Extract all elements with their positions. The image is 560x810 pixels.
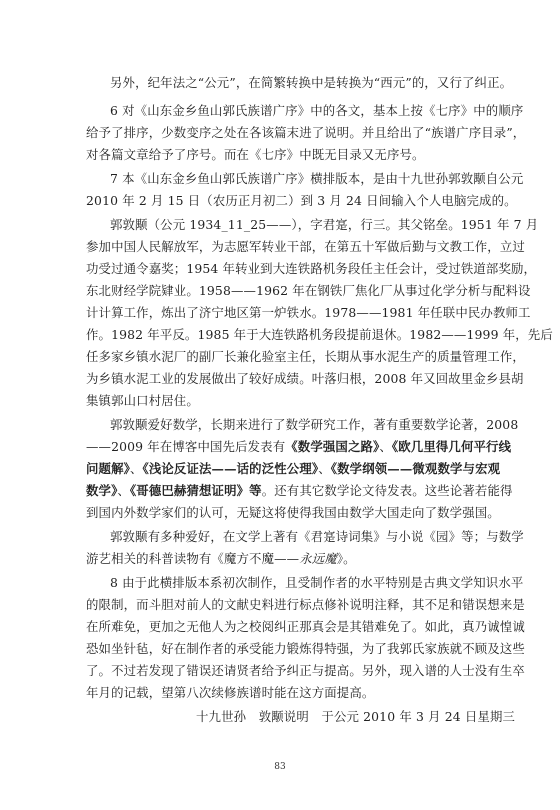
text-line: 郭敦颙（公元 1934_11_25——），字君寔，行三。其父铭垒。1951 年 7 月 [110, 217, 539, 232]
page-number: 83 [274, 762, 286, 772]
text-line: 另外，纪年法之“公元”，在简繁转换中是转换为“西元”的，又行了纠正。 [110, 75, 513, 90]
text-line: 功受过通令嘉奖；1954 年转业到大连铁路机务段任主任会计，受过铁道部奖励， [86, 261, 537, 276]
bold-title: 《浅论反证法——话的泛性公理》 [142, 461, 319, 476]
text-line: 年月的记载，望第八次续修族谱时能在这方面提高。 [86, 685, 375, 700]
text-line: ——2009 年在博客中国先后发表有《数学强国之路》、《欧几里得几何平行线 [86, 439, 512, 454]
text-line: 为乡镇水泥工业的发展做出了较好成绩。叶落归根，2008 年又回故里金乡县胡 [86, 371, 524, 386]
text-line: 8 由于此横排版本系初次制作，且受制作者的水平特别是古典文学知识水平 [110, 575, 524, 590]
bold-title: 《欧几里得几何平行线 [391, 439, 512, 454]
italic-title: 永远魔 [299, 551, 337, 566]
text-line: 7 本《山东金乡鱼山郭氏族谱广序》横排版本，是由十九世孙郭敦颙自公元 [110, 171, 524, 186]
bold-title: 《数学强国之路》 [285, 439, 380, 454]
text-line: 到国内外数学家们的认可，无疑这将使得我国由数学大国走向了数学强国。 [86, 505, 500, 520]
text-line: 任多家乡镇水泥厂的副厂长兼化验室主任，长期从事水泥生产的质量管理工作， [86, 349, 525, 364]
text-line: 数学》、《哥德巴赫猜想证明》等。还有其它数学论文待发表。这些论著若能得 [86, 483, 513, 498]
bold-title: 问题解》 [86, 461, 130, 476]
signature-line: 十九世孙 敦颙说明 于公元 2010 年 3 月 24 日星期三 [196, 709, 516, 724]
text-line: 集镇郭山口村居住。 [86, 393, 199, 408]
bold-title: 数学》 [86, 483, 118, 498]
text-line: 郭敦颙有多种爱好，在文学上著有《君寔诗词集》与小说《园》等；与数学 [110, 529, 524, 544]
text-line: 作。1982 年平反。1985 年于大连铁路机务段提前退休。1982——1999 年，先后 [86, 327, 553, 342]
text-line: 参加中国人民解放军，为志愿军转业干部，在第五十军做后勤与文教工作，立过 [86, 239, 525, 254]
text-line: 2010 年 2 月 15 日（农历正月初二）到 3 月 24 日间输入个人电脑完成的。 [86, 193, 517, 208]
text-line: 游艺相关的科普读物有《魔方不魔——永远魔》。 [86, 551, 356, 566]
text-line: 东北财经学院肄业。1958——1962 年在钢铁厂焦化厂从事过化学分析与配料设 [86, 283, 531, 298]
text-line: 对各篇文章给予了序号。而在《七序》中既无目录又无序号。 [86, 147, 425, 162]
text-line: 郭敦颙爱好数学，长期来进行了数学研究工作，著有重要数学论著，2008 [110, 417, 519, 432]
text-line: 给予了排序，少数变序之处在各该篇末进了说明。并且给出了“族谱广序目录”， [86, 125, 526, 140]
text-line: 问题解》、《浅论反证法——话的泛性公理》、《数学纲领——微观数学与宏观 [86, 461, 501, 476]
bold-title: 《数学纲领——微观数学与宏观 [330, 461, 501, 476]
text-line: 计计算工作，炼出了济宁地区第一炉铁水。1978——1981 年任联中民办教师工 [86, 305, 531, 320]
text-line: 的限制，而斗胆对前人的文献史料进行标点修补说明注释，其不足和错误想来是 [86, 597, 525, 612]
text-line: 6 对《山东金乡鱼山郭氏族谱广序》中的各文，基本上按《七序》中的顺序 [110, 103, 524, 118]
bold-title: 《哥德巴赫猜想证明》等 [129, 483, 262, 498]
text-line: 在所难免，更加之无他人为之校阅纠正那真会是其错难免了。如此，真乃诚惶诚 [86, 619, 525, 634]
text-line: 恐如坐针毡，好在制作者的承受能力锻炼得特强，为了我郭氏家族就不顾及这些 [86, 641, 525, 656]
text-line: 了。不过若发现了错误还请贤者给予纠正与提高。另外，现入谱的人士没有生卒 [86, 663, 525, 678]
